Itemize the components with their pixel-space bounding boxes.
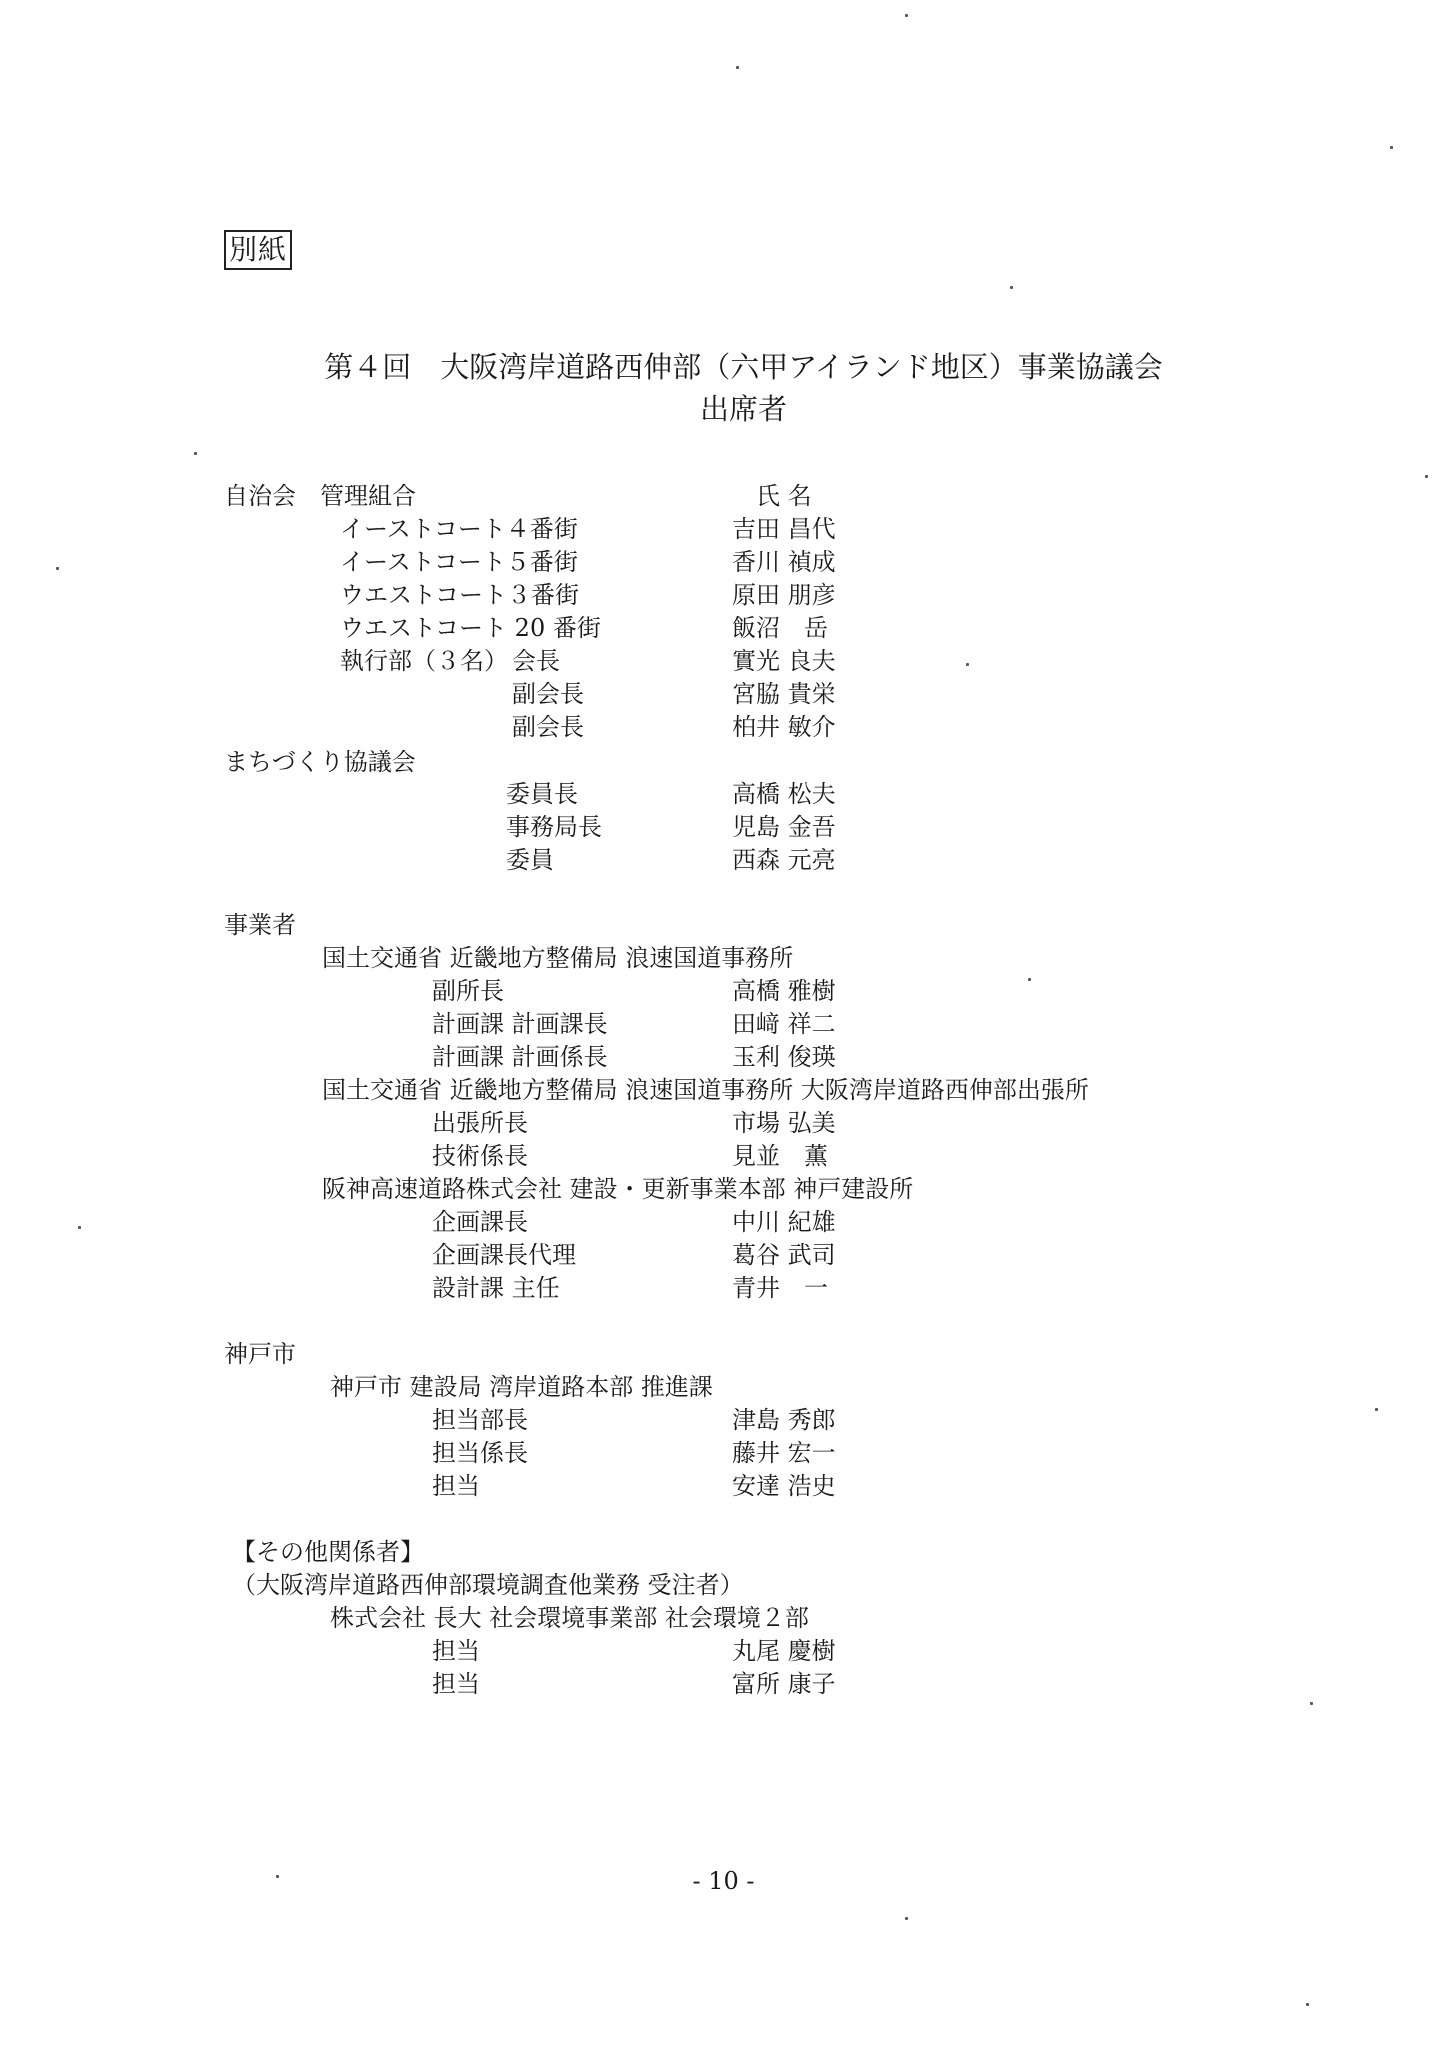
attendee-name: 宮脇 貴栄 — [732, 680, 836, 708]
attendee-role: 担当部長 — [432, 1406, 528, 1434]
scan-speck — [1310, 1702, 1313, 1705]
scan-speck — [78, 1226, 81, 1229]
attendee-name: 高橋 雅樹 — [732, 977, 836, 1005]
scan-speck — [1010, 286, 1013, 289]
attendee-name: 津島 秀郎 — [732, 1406, 836, 1434]
attendee-role: 事務局長 — [506, 813, 602, 841]
attendee-role: 副所長 — [432, 977, 504, 1005]
attendee-role: 技術係長 — [432, 1142, 528, 1170]
attendee-role: 担当 — [432, 1670, 480, 1698]
attendee-name: 見並 薫 — [732, 1142, 828, 1170]
scan-speck — [736, 66, 739, 69]
name-column-header: 氏 名 — [756, 482, 812, 510]
attendee-name: 香川 禎成 — [732, 548, 836, 576]
section-subheading: （大阪湾岸道路西伸部環境調査他業務 受注者） — [232, 1571, 744, 1599]
scan-speck — [1028, 978, 1031, 981]
attendee-role: 担当 — [432, 1472, 480, 1500]
scan-speck — [56, 567, 59, 570]
scan-speck — [1425, 475, 1428, 478]
attendee-name: 玉利 俊瑛 — [732, 1043, 836, 1071]
attendee-role: 企画課長代理 — [432, 1241, 576, 1269]
attendee-role: 副会長 — [512, 680, 584, 708]
attendee-role: 担当 — [432, 1637, 480, 1665]
organization-name: 国土交通省 近畿地方整備局 浪速国道事務所 大阪湾岸道路西伸部出張所 — [322, 1076, 1089, 1104]
attendee-role: 委員 — [506, 846, 554, 874]
row-label: ウエストコート３番街 — [340, 581, 580, 609]
scan-speck — [905, 14, 908, 17]
attendee-role: 企画課長 — [432, 1208, 528, 1236]
attendee-name: 安達 浩史 — [732, 1472, 836, 1500]
document-title: 第４回 大阪湾岸道路西伸部（六甲アイランド地区）事業協議会 — [324, 350, 1163, 384]
scan-speck — [1375, 1408, 1378, 1411]
organization-name: 株式会社 長大 社会環境事業部 社会環境２部 — [330, 1604, 809, 1632]
attendee-name: 丸尾 慶樹 — [732, 1637, 836, 1665]
attendee-name: 藤井 宏一 — [732, 1439, 836, 1467]
attendee-role: 計画課 計画係長 — [432, 1043, 608, 1071]
attendee-name: 吉田 昌代 — [732, 515, 836, 543]
row-label: 執行部（３名） — [340, 647, 508, 675]
attendee-role: 委員長 — [506, 780, 578, 808]
row-label: イーストコート４番街 — [340, 515, 578, 543]
attendee-name: 中川 紀雄 — [732, 1208, 836, 1236]
attendee-role: 計画課 計画課長 — [432, 1010, 608, 1038]
attendee-name: 原田 朋彦 — [732, 581, 836, 609]
attendee-role: 担当係長 — [432, 1439, 528, 1467]
scan-speck — [276, 1875, 279, 1878]
attendee-name: 葛谷 武司 — [732, 1241, 836, 1269]
scan-speck — [966, 663, 969, 666]
attendee-name: 柏井 敏介 — [732, 713, 836, 741]
attendee-name: 實光 良夫 — [732, 647, 836, 675]
page-number: - 10 - — [692, 1867, 755, 1895]
organization-name: 国土交通省 近畿地方整備局 浪速国道事務所 — [322, 944, 794, 972]
attendee-name: 児島 金吾 — [732, 813, 836, 841]
attendee-role: 会長 — [512, 647, 560, 675]
section-heading-town-council: まちづくり協議会 — [224, 748, 416, 776]
row-label: ウエストコート 20 番街 — [340, 614, 601, 642]
attendee-name: 西森 元亮 — [732, 846, 836, 874]
scan-speck — [194, 452, 197, 455]
attendee-name: 飯沼 岳 — [732, 614, 828, 642]
organization-name: 神戸市 建設局 湾岸道路本部 推進課 — [330, 1373, 713, 1401]
row-label: イーストコート５番街 — [340, 548, 578, 576]
attendee-name: 田﨑 祥二 — [732, 1010, 836, 1038]
attendee-name: 富所 康子 — [732, 1670, 836, 1698]
attachment-stamp: 別紙 — [224, 230, 292, 270]
attendee-name: 高橋 松夫 — [732, 780, 836, 808]
attendee-name: 市場 弘美 — [732, 1109, 836, 1137]
section-heading-neighborhood-association: 自治会 管理組合 — [224, 482, 416, 510]
scan-speck — [905, 1917, 908, 1920]
section-heading-other-parties: 【その他関係者】 — [232, 1538, 424, 1566]
scan-speck — [1390, 146, 1393, 149]
section-heading-kobe-city: 神戸市 — [224, 1340, 296, 1368]
attendee-role: 設計課 主任 — [432, 1274, 560, 1302]
organization-name: 阪神高速道路株式会社 建設・更新事業本部 神戸建設所 — [322, 1175, 914, 1203]
scan-speck — [1306, 2003, 1309, 2006]
section-heading-operators: 事業者 — [224, 911, 296, 939]
attendee-name: 青井 一 — [732, 1274, 828, 1302]
attendee-role: 副会長 — [512, 713, 584, 741]
document-subtitle: 出席者 — [699, 392, 787, 426]
attendee-role: 出張所長 — [432, 1109, 528, 1137]
